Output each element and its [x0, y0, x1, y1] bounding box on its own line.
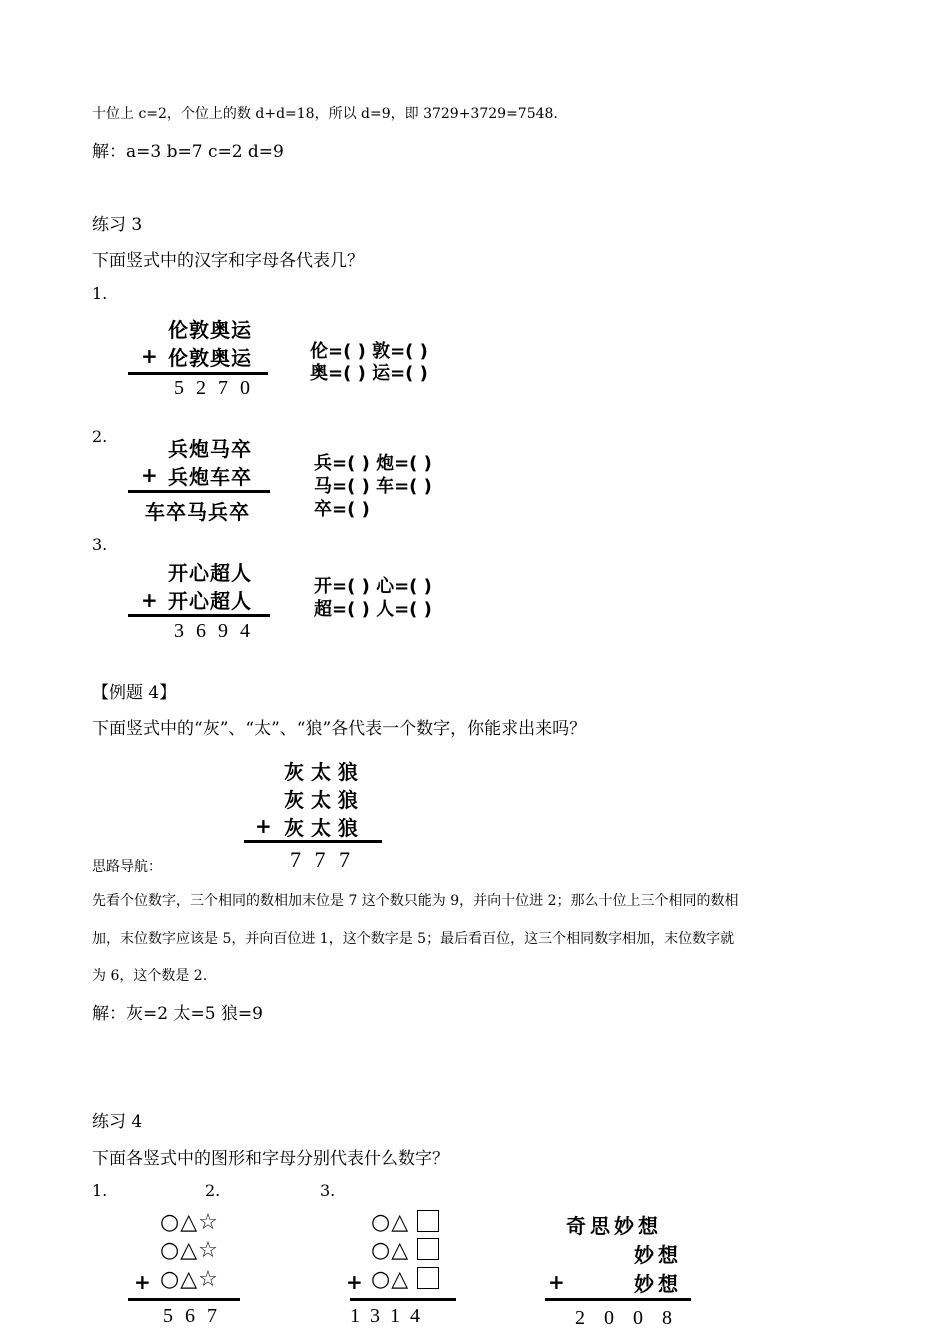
- sum-3-addend-3: 妙想: [634, 1272, 682, 1296]
- example-4-title: 【例题 4】: [92, 683, 177, 703]
- problem-3-answer-row-2: 超=( ) 人=( ): [314, 599, 432, 620]
- sum-3-result: 2008: [575, 1307, 691, 1329]
- problem-number-2: 2.: [205, 1181, 221, 1200]
- problem-3-number: 3.: [92, 535, 108, 554]
- problem-2-addend-1: 兵炮马卒: [168, 437, 252, 461]
- shape-row-1: [371, 1210, 439, 1235]
- shape-sum-1-result: 567: [163, 1305, 229, 1327]
- hint-title: 思路导航：: [92, 859, 162, 875]
- example-4-addend-2: 灰 太 狼: [284, 788, 358, 812]
- example-4-result: 7 7 7: [290, 847, 354, 872]
- problem-1-number: 1.: [92, 284, 108, 303]
- sum-rule: [128, 1298, 240, 1301]
- practice-4-question: 下面各竖式中的图形和字母分别代表什么数字？: [92, 1149, 449, 1169]
- problem-number-3: 3.: [320, 1181, 336, 1200]
- example-4-addend-3: 灰 太 狼: [284, 816, 358, 840]
- plus-sign: +: [548, 1270, 565, 1294]
- problem-2-number: 2.: [92, 427, 108, 446]
- sum-rule: [128, 490, 270, 493]
- problem-2-answer-row-2: 马=( ) 车=( ): [314, 476, 432, 497]
- problem-1-addend-2: 伦敦奥运: [168, 346, 252, 370]
- sum-3-addend-1: 奇思妙想: [566, 1214, 662, 1238]
- problem-1-answer-row-1: 伦=( ) 敦=( ): [310, 341, 428, 362]
- practice-4-title: 练习 4: [92, 1112, 143, 1132]
- sum-rule: [545, 1298, 691, 1301]
- shape-row-3: [371, 1267, 439, 1292]
- solution-answer: 解：a=3 b=7 c=2 d=9: [92, 142, 284, 162]
- plus-sign: +: [141, 344, 158, 368]
- shape-row-3: ○△☆: [160, 1267, 219, 1292]
- square-icon: [417, 1267, 439, 1289]
- problem-1-result: 5270: [174, 377, 262, 399]
- circle-triangle: ○△: [371, 1267, 410, 1292]
- hint-line-3: 为 6，这个数是 2.: [92, 968, 208, 984]
- square-icon: [417, 1210, 439, 1232]
- plus-sign: +: [346, 1270, 363, 1294]
- problem-1-answer-row-2: 奥=( ) 运=( ): [310, 363, 428, 384]
- hint-line-1: 先看个位数字，三个相同的数相加末位是 7 这个数只能为 9，并向十位进 2；那么十位上三个相同的数相: [92, 893, 739, 909]
- shape-row-2: [371, 1238, 439, 1263]
- circle-triangle: ○△: [371, 1238, 410, 1263]
- hint-line-2: 加，末位数字应该是 5，并向百位进 1，这个数字是 5；最后看百位，这三个相同数字相加，末位数字就: [92, 931, 735, 947]
- sum-3-addend-2: 妙想: [634, 1243, 682, 1267]
- practice-3-question: 下面竖式中的汉字和字母各代表几？: [92, 251, 364, 271]
- plus-sign: +: [134, 1270, 151, 1294]
- plus-sign: +: [255, 814, 272, 838]
- example-4-addend-1: 灰 太 狼: [284, 760, 358, 784]
- example-4-question: 下面竖式中的“灰”、“太”、“狼”各代表一个数字，你能求出来吗？: [92, 719, 587, 739]
- sum-rule: [128, 614, 270, 617]
- practice-3-title: 练习 3: [92, 215, 143, 235]
- problem-2-answer-row-3: 卒=( ): [314, 499, 370, 520]
- problem-3-addend-1: 开心超人: [168, 561, 252, 585]
- problem-1-addend-1: 伦敦奥运: [168, 318, 252, 342]
- shape-sum-2-result: 1314: [350, 1305, 430, 1327]
- problem-3-result: 3694: [174, 620, 262, 642]
- plus-sign: +: [141, 463, 158, 487]
- solution-line: 十位上 c=2，个位上的数 d+d=18，所以 d=9，即 3729+3729=7548.: [92, 106, 558, 122]
- sum-rule: [128, 372, 268, 375]
- circle-triangle: ○△: [371, 1210, 410, 1235]
- problem-3-addend-2: 开心超人: [168, 589, 252, 613]
- problem-2-result: 车卒马兵卒: [145, 500, 250, 524]
- sum-rule: [350, 1298, 456, 1301]
- plus-sign: +: [141, 588, 158, 612]
- problem-3-answer-row-1: 开=( ) 心=( ): [314, 576, 432, 597]
- problem-2-answer-row-1: 兵=( ) 炮=( ): [314, 453, 432, 474]
- problem-number-1: 1.: [92, 1181, 108, 1200]
- shape-row-1: ○△☆: [160, 1210, 219, 1235]
- sum-rule: [244, 840, 382, 843]
- problem-2-addend-2: 兵炮车卒: [168, 465, 252, 489]
- example-4-answer: 解：灰=2 太=5 狼=9: [92, 1004, 263, 1024]
- square-icon: [417, 1238, 439, 1260]
- shape-row-2: ○△☆: [160, 1238, 219, 1263]
